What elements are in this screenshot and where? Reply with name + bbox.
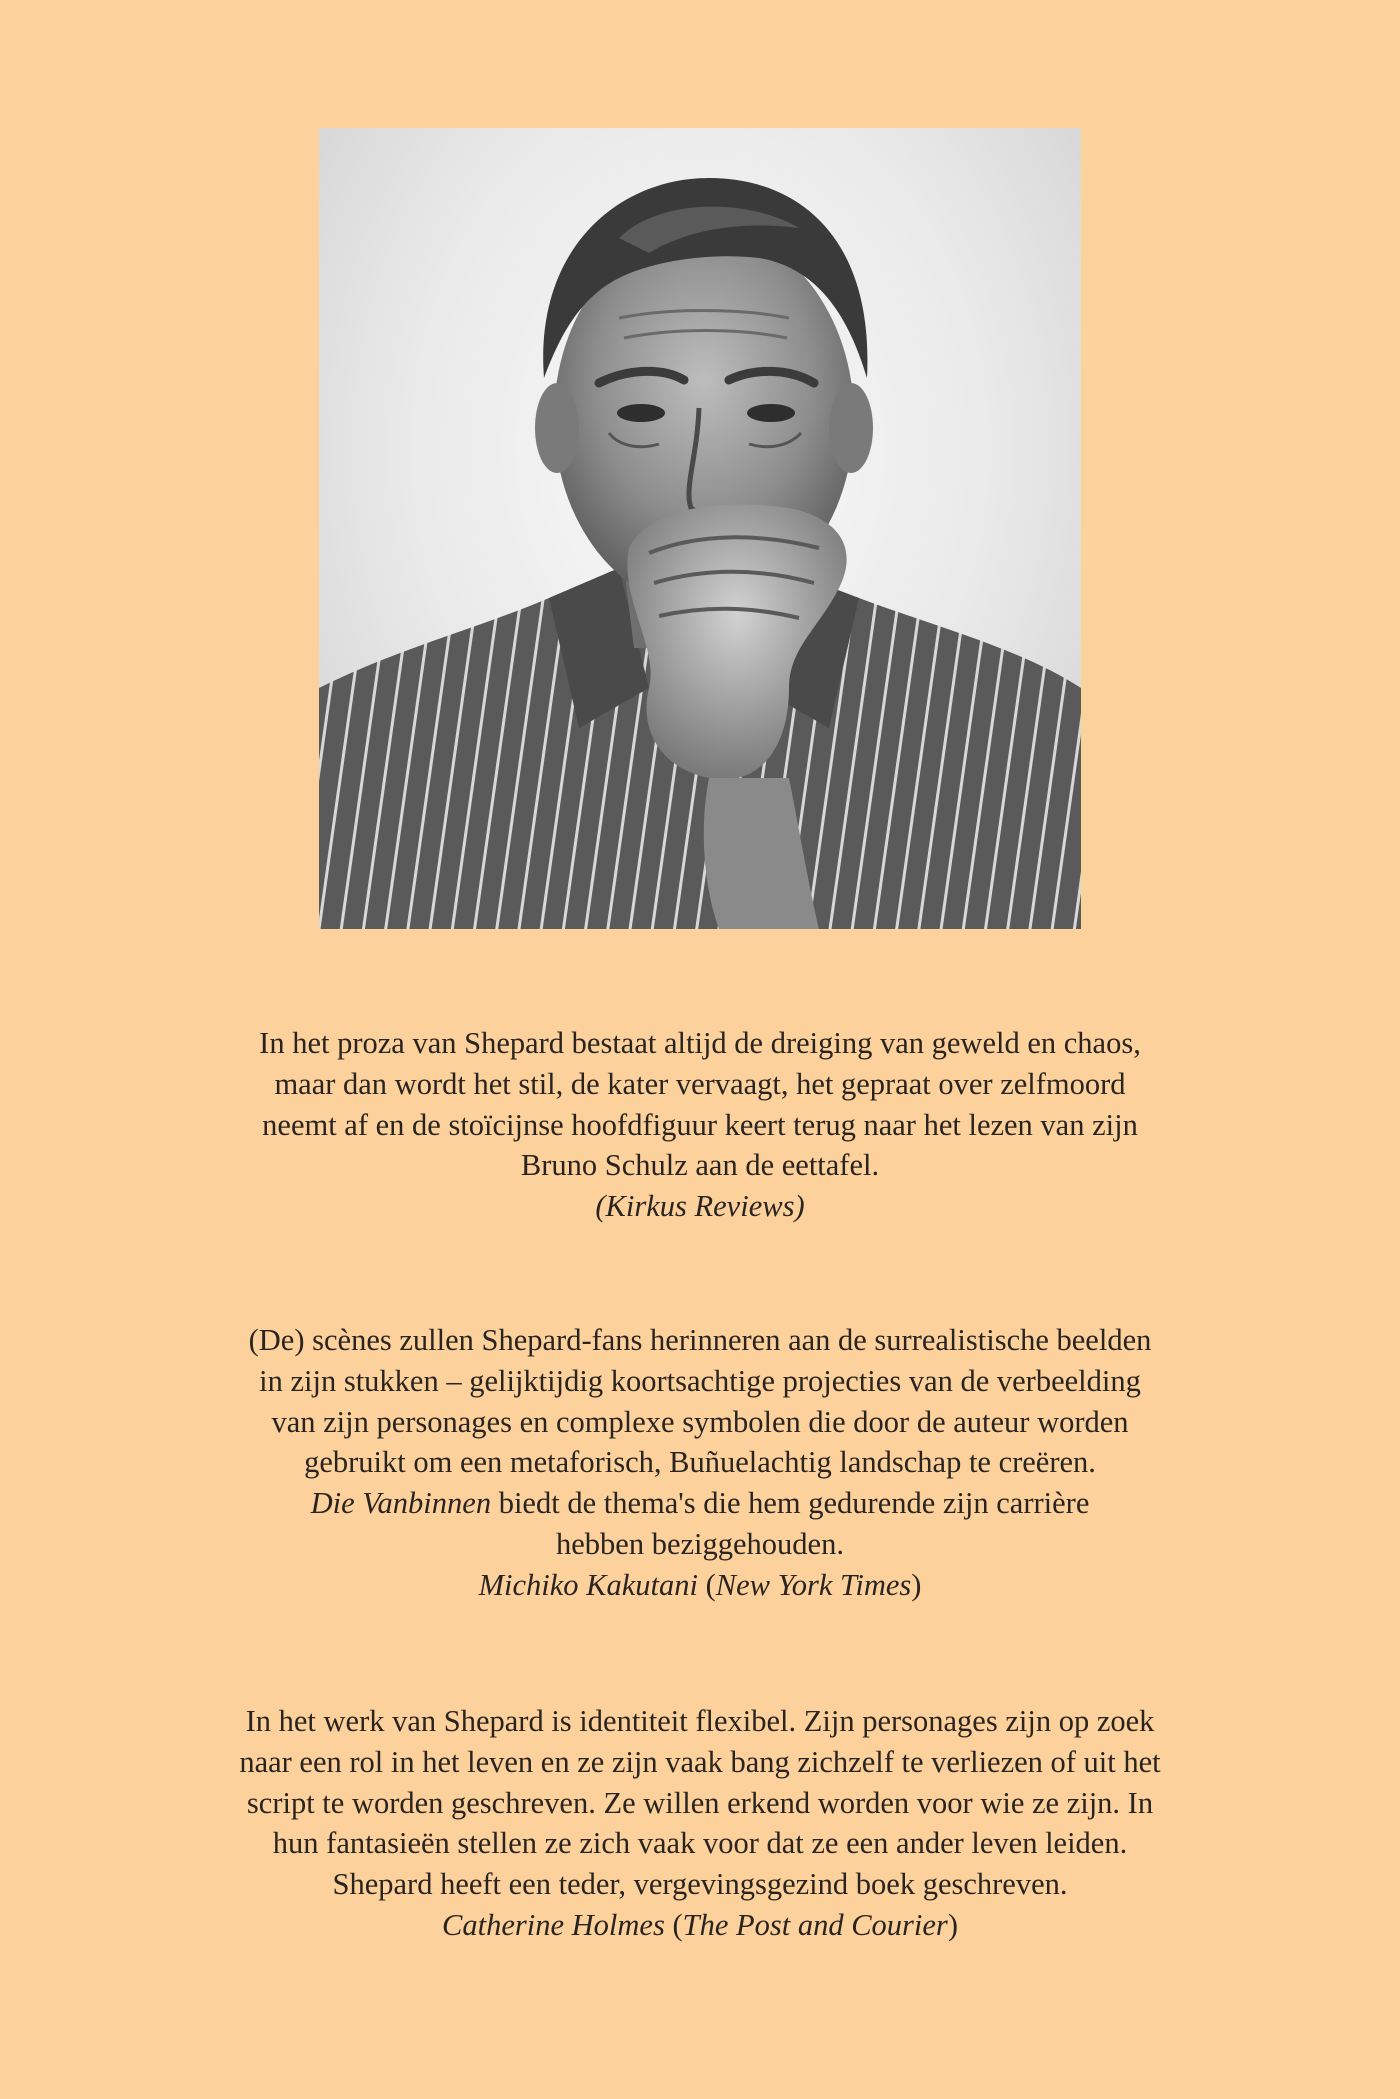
quote-line: hun fantasieën stellen ze zich vaak voor dat ze een ander leven leiden. xyxy=(272,1826,1128,1861)
quote-source: (Kirkus Reviews) xyxy=(595,1189,805,1224)
quote-line: In het werk van Shepard is identiteit flexibel. Zijn personages zijn op zoek xyxy=(245,1704,1155,1738)
quote-line: naar een rol in het leven en ze zijn vaak bang zichzelf te verliezen of uit het xyxy=(239,1744,1161,1779)
quote-source: Catherine Holmes (The Post and Courier) xyxy=(442,1907,958,1942)
review-quote-kirkus xyxy=(120,1023,1280,1227)
quote-line: Bruno Schulz aan de eettafel. xyxy=(520,1148,880,1183)
quote-line: in zijn stukken – gelijktijdig koortsachtige projecties van de verbeelding xyxy=(259,1363,1141,1398)
quote-source-author: Catherine Holmes xyxy=(442,1907,665,1942)
review-quote-nyt xyxy=(120,1320,1280,1606)
quote-line: hebben beziggehouden. xyxy=(556,1526,844,1561)
quote-line: van zijn personages en complexe symbolen die door de auteur worden xyxy=(271,1404,1129,1439)
quote-source: Michiko Kakutani (New York Times) xyxy=(478,1567,922,1602)
author-portrait-graphic xyxy=(319,128,1081,929)
quote-line: (De) scènes zullen Shepard-fans herinneren aan de surrealistische beelden xyxy=(248,1323,1152,1357)
review-quote-post-courier xyxy=(120,1701,1280,1946)
quote-line: Shepard heeft een teder, vergevingsgezind boek geschreven. xyxy=(332,1867,1068,1902)
quote-line: script te worden geschreven. Ze willen erkend worden voor wie ze zijn. In xyxy=(246,1785,1154,1820)
quote-line: maar dan wordt het stil, de kater vervaagt, het gepraat over zelfmoord xyxy=(274,1066,1126,1101)
author-photo xyxy=(319,128,1081,929)
quote-line-text: biedt de thema's die hem gedurende zijn carrière xyxy=(491,1486,1090,1521)
quote-source-publication: New York Times xyxy=(715,1567,912,1602)
quote-line: In het proza van Shepard bestaat altijd de dreiging van geweld en chaos, xyxy=(259,1026,1141,1060)
quote-line: neemt af en de stoïcijnse hoofdfiguur keert terug naar het lezen van zijn xyxy=(262,1107,1138,1142)
quote-source-publication: The Post and Courier xyxy=(682,1907,948,1942)
quote-line xyxy=(120,1483,1280,1524)
quote-line: gebruikt om een metaforisch, Buñuelachtig landschap te creëren. xyxy=(304,1445,1096,1480)
book-title: Die Vanbinnen xyxy=(310,1486,492,1521)
quote-source-author: Michiko Kakutani xyxy=(478,1567,698,1602)
